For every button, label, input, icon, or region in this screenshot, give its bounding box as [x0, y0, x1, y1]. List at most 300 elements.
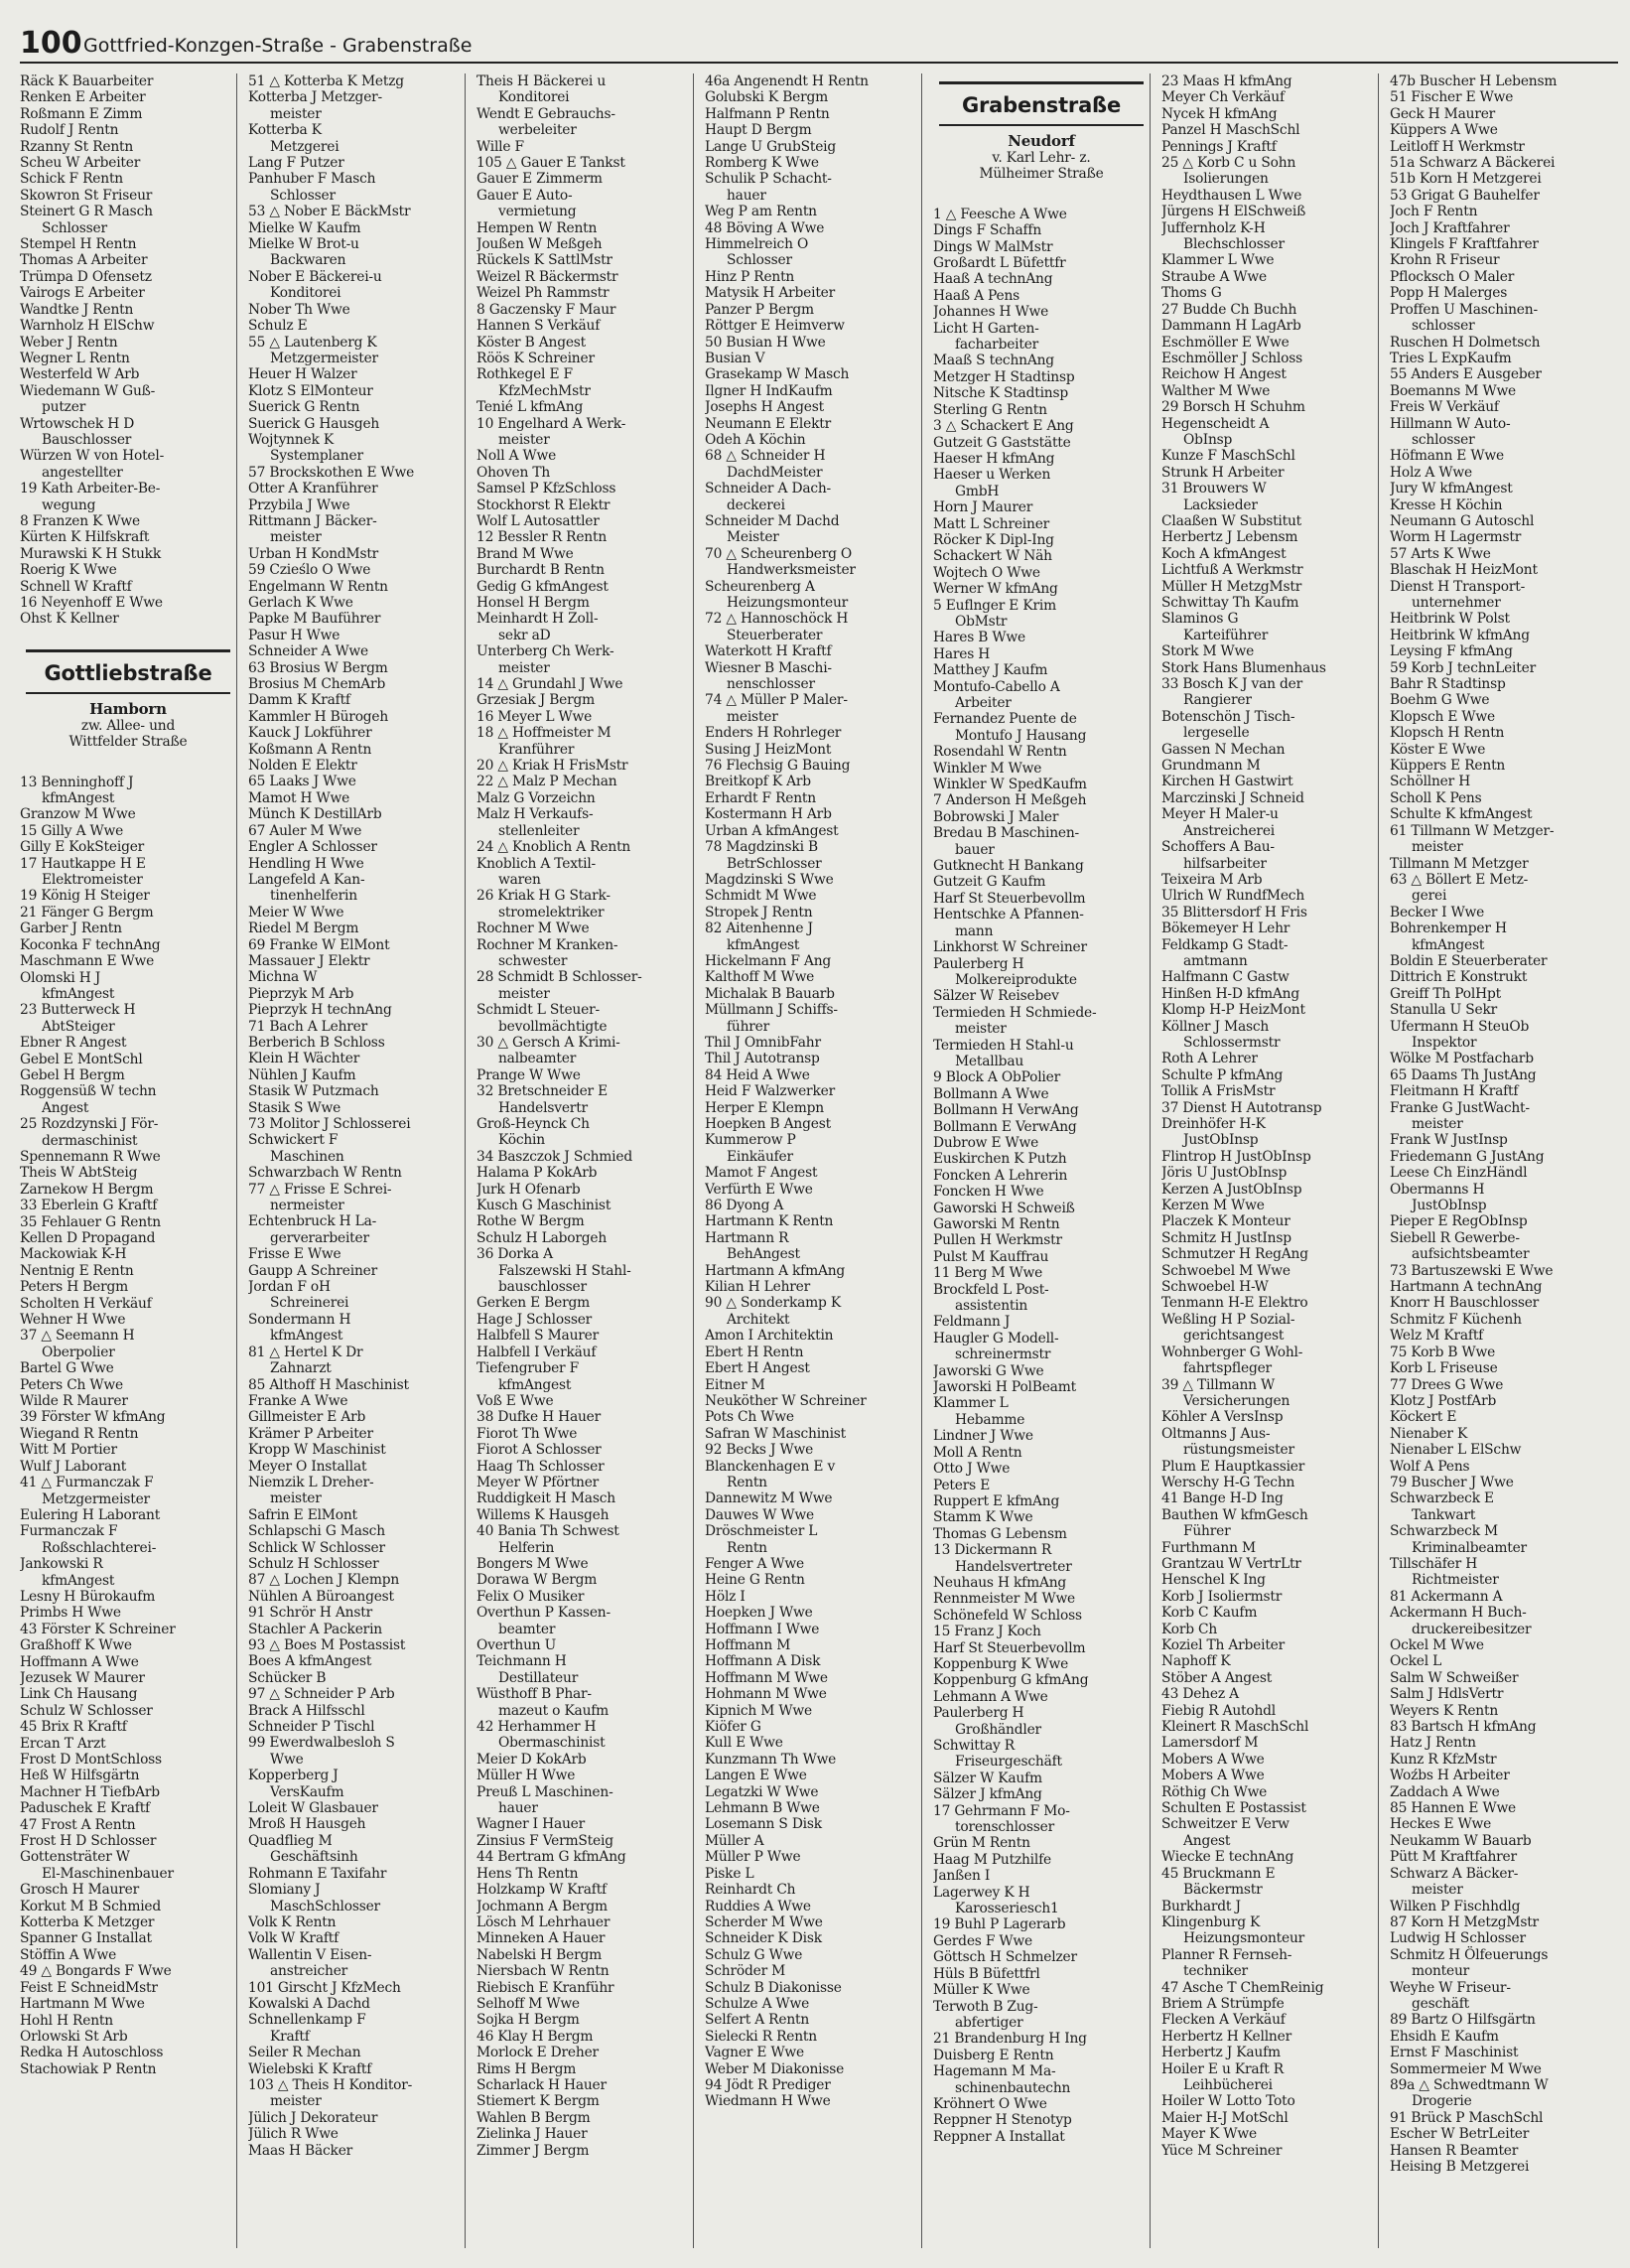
entry-continuation: wegung: [42, 496, 96, 513]
resident-entry: Räck K Bauarbeiter: [20, 73, 154, 89]
resident-entry: 11 Berg M Wwe: [933, 1265, 1043, 1282]
resident-entry: 91 Brück P MaschSchl: [1390, 2109, 1544, 2126]
district-name: Neudorf: [1008, 132, 1075, 150]
resident-entry: Kostermann H Arb: [705, 806, 832, 823]
entry-continuation: meister: [1412, 1116, 1463, 1132]
entry-continuation: bevollmächtigte: [498, 1018, 608, 1035]
resident-entry: Pütt M Kraftfahrer: [1390, 1849, 1517, 1866]
resident-entry: Bobrowski J Maler: [933, 808, 1059, 825]
resident-entry: Hoiler E u Kraft R: [1161, 2060, 1284, 2077]
resident-entry: Schwickert F: [248, 1132, 339, 1149]
resident-entry: Köckert E: [1390, 1409, 1457, 1426]
resident-entry: Hinßen H-D kfmAng: [1161, 985, 1299, 1002]
resident-entry: Peters Ch Wwe: [20, 1376, 123, 1393]
resident-entry: Klopsch E Wwe: [1390, 708, 1495, 725]
resident-entry: 15 Gilly A Wwe: [20, 822, 124, 839]
resident-entry: 46 Klay H Bergm: [476, 2028, 594, 2045]
resident-entry: Walther M Wwe: [1161, 382, 1271, 399]
resident-entry: Ludwig H Schlosser: [1390, 1930, 1526, 1947]
resident-entry: Roth A Lehrer: [1161, 1051, 1258, 1067]
resident-entry: 38 Dufke H Hauer: [476, 1409, 602, 1426]
entry-continuation: druckereibesitzer: [1412, 1621, 1532, 1637]
resident-entry: Gottensträter W: [20, 1849, 130, 1866]
resident-entry: Jochmann A Bergm: [476, 1898, 608, 1914]
resident-entry: Waterkott H Kraftf: [705, 643, 832, 660]
resident-entry: Haeser H kfmAng: [933, 450, 1055, 467]
resident-entry: Golubski K Bergm: [705, 89, 829, 106]
resident-entry: Panhuber F Masch: [248, 171, 376, 188]
resident-entry: Josephs H Angest: [705, 399, 824, 416]
resident-entry: Meyer H Maler-u: [1161, 806, 1279, 823]
entry-continuation: kfmAngest: [42, 985, 115, 1002]
resident-entry: Teixeira M Arb: [1161, 871, 1263, 888]
resident-entry: Niemzik L Dreher-: [248, 1474, 374, 1490]
entry-continuation: Kranführer: [498, 741, 575, 758]
resident-entry: Ufermann H SteuOb: [1390, 1018, 1530, 1035]
entry-continuation: Zahnarzt: [270, 1360, 332, 1377]
resident-entry: Hoiler W Lotto Toto: [1161, 2093, 1295, 2110]
resident-entry: Enders H Rohrleger: [705, 725, 842, 742]
resident-entry: Honsel H Bergm: [476, 595, 590, 611]
resident-entry: Fiorot Th Wwe: [476, 1425, 578, 1442]
resident-entry: Krämer P Arbeiter: [248, 1425, 373, 1442]
resident-entry: 19 Buhl P Lagerarb: [933, 1916, 1066, 1933]
resident-entry: Wallentin V Eisen-: [248, 1946, 372, 1963]
resident-entry: Wrtowschek H D: [20, 415, 135, 432]
resident-entry: Holz A Wwe: [1390, 464, 1472, 481]
resident-entry: Kropp W Maschinist: [248, 1442, 386, 1459]
resident-entry: Roggensüß W techn: [20, 1083, 157, 1100]
resident-entry: 10 Engelhard A Werk-: [476, 415, 626, 432]
resident-entry: Röttger E Heimverw: [705, 318, 845, 335]
entry-continuation: Metallbau: [955, 1053, 1024, 1069]
resident-entry: 91 Schrör H Anstr: [248, 1605, 372, 1622]
resident-entry: Nycek H kfmAng: [1161, 105, 1278, 122]
entry-continuation: Isolierungen: [1183, 171, 1269, 188]
resident-entry: Maier H-J MotSchl: [1161, 2109, 1289, 2126]
resident-entry: Ockel L: [1390, 1653, 1442, 1670]
resident-entry: 81 △ Hertel K Dr: [248, 1344, 363, 1360]
resident-entry: Müller A: [705, 1832, 764, 1849]
resident-entry: Quadflieg M: [248, 1832, 333, 1849]
resident-entry: Reinhardt Ch: [705, 1882, 796, 1899]
column-3: [476, 73, 694, 2248]
resident-entry: Kirchen H Gastwirt: [1161, 774, 1293, 790]
resident-entry: Gedig G kfmAngest: [476, 578, 609, 595]
resident-entry: Mielke W Brot-u: [248, 236, 359, 253]
resident-entry: Klomp H-P HeizMont: [1161, 1002, 1305, 1019]
resident-entry: Kröhnert O Wwe: [933, 2095, 1047, 2112]
resident-entry: Stamm K Wwe: [933, 1509, 1033, 1526]
entry-continuation: Elektromeister: [42, 872, 143, 889]
resident-entry: Duisberg E Rentn: [933, 2047, 1054, 2063]
resident-entry: Haugler G Modell-: [933, 1330, 1059, 1347]
resident-entry: Henschel K Ing: [1161, 1572, 1266, 1589]
resident-entry: Rzanny St Rentn: [20, 138, 134, 155]
entry-continuation: KfzMechMstr: [498, 382, 591, 399]
resident-entry: Jury W kfmAngest: [1390, 481, 1513, 497]
resident-entry: 36 Dorka A: [476, 1246, 553, 1263]
entry-continuation: Heizungsmonteur: [727, 595, 849, 611]
resident-entry: Schmitz H JustInsp: [1161, 1229, 1291, 1246]
resident-entry: Jurk H Ofenarb: [476, 1181, 581, 1198]
resident-entry: Nienaber L ElSchw: [1390, 1442, 1522, 1459]
entry-continuation: Handelsvertr: [498, 1099, 588, 1116]
resident-entry: Dreinhöfer H-K: [1161, 1116, 1266, 1132]
resident-entry: Müller H MetzgMstr: [1161, 578, 1302, 595]
entry-continuation: unternehmer: [1412, 595, 1501, 611]
entry-continuation: BetrSchlosser: [727, 855, 822, 872]
resident-entry: Haupt D Bergm: [705, 122, 812, 139]
entry-continuation: GmbH: [955, 483, 1000, 499]
entry-continuation: Schlosser: [727, 252, 792, 269]
resident-entry: Fiorot A Schlosser: [476, 1442, 602, 1459]
resident-entry: Hickelmann F Ang: [705, 952, 832, 969]
resident-entry: Malz H Verkaufs-: [476, 806, 594, 823]
resident-entry: Teichmann H: [476, 1653, 567, 1670]
resident-entry: Dienst H Transport-: [1390, 578, 1526, 595]
resident-entry: Plum E Hauptkassier: [1161, 1458, 1305, 1475]
resident-entry: Schulten E Postassist: [1161, 1800, 1306, 1817]
resident-entry: Heine G Rentn: [705, 1572, 805, 1589]
resident-entry: Rims H Bergm: [476, 2060, 577, 2077]
resident-entry: Primbs H Wwe: [20, 1605, 121, 1622]
resident-entry: Prange W Wwe: [476, 1066, 581, 1083]
resident-entry: Großardt L Büfettfr: [933, 255, 1066, 272]
resident-entry: 70 △ Scheurenberg O: [705, 545, 853, 562]
resident-entry: Zarnekow H Bergm: [20, 1181, 154, 1198]
resident-entry: Haag M Putzhilfe: [933, 1851, 1051, 1868]
resident-entry: Pieper E RegObInsp: [1390, 1213, 1528, 1230]
resident-entry: Link Ch Hausang: [20, 1686, 138, 1703]
resident-entry: Seiler R Mechan: [248, 2045, 361, 2061]
resident-entry: Ruschen H Dolmetsch: [1390, 334, 1541, 351]
resident-entry: Dings F Schaffn: [933, 222, 1042, 239]
resident-entry: Paulerberg H: [933, 955, 1024, 972]
street-heading: Grabenstraße: [939, 81, 1144, 126]
resident-entry: Woźbs H Arbeiter: [1390, 1768, 1510, 1784]
resident-entry: Schmitz F Küchenh: [1390, 1311, 1522, 1328]
entry-continuation: Obermaschinist: [498, 1735, 606, 1752]
resident-entry: 25 △ Korb C u Sohn: [1161, 155, 1296, 172]
resident-entry: Nitsche K Stadtinsp: [933, 385, 1068, 402]
resident-entry: Scherder M Wwe: [705, 1914, 823, 1930]
resident-entry: Hillmann W Auto-: [1390, 415, 1511, 432]
resident-entry: 73 Molitor J Schlosserei: [248, 1116, 411, 1132]
resident-entry: Terwoth B Zug-: [933, 1998, 1038, 2015]
resident-entry: Overthun U: [476, 1637, 557, 1653]
resident-entry: Hagemann M Ma-: [933, 2063, 1056, 2080]
resident-entry: Reichow H Angest: [1161, 366, 1287, 383]
resident-entry: Hoffmann A Disk: [705, 1653, 821, 1670]
resident-entry: Hinz P Rentn: [705, 268, 795, 285]
resident-entry: Kammler H Bürogeh: [248, 708, 389, 725]
resident-entry: Przybila J Wwe: [248, 496, 350, 513]
resident-entry: Klingels F Kraftfahrer: [1390, 236, 1539, 253]
resident-entry: 46a Angenendt H Rentn: [705, 73, 869, 89]
resident-entry: Foncken H Wwe: [933, 1184, 1044, 1201]
resident-entry: Massauer J Elektr: [248, 952, 370, 969]
street-description-line: Wittfelder Straße: [68, 734, 188, 751]
resident-entry: 72 △ Hannoschöck H: [705, 611, 849, 628]
resident-entry: Warnholz H ElSchw: [20, 318, 155, 335]
resident-entry: 51 △ Kotterba K Metzg: [248, 73, 404, 89]
resident-entry: 40 Bania Th Schwest: [476, 1523, 619, 1540]
resident-entry: Maschmann E Wwe: [20, 953, 155, 970]
resident-entry: Lange U GrubSteig: [705, 138, 837, 155]
resident-entry: Meyer W Pförtner: [476, 1474, 600, 1490]
resident-entry: 23 Butterweck H: [20, 1002, 136, 1019]
resident-entry: Rochner M Kranken-: [476, 936, 618, 953]
resident-entry: Volk K Rentn: [248, 1914, 337, 1930]
resident-entry: 57 Arts K Wwe: [1390, 545, 1491, 562]
resident-entry: Ebert H Rentn: [705, 1344, 804, 1360]
resident-entry: Haeser u Werken: [933, 467, 1051, 484]
entry-continuation: waren: [498, 871, 541, 888]
resident-entry: 22 △ Malz P Mechan: [476, 774, 617, 790]
entry-continuation: Hebamme: [955, 1411, 1025, 1428]
resident-entry: Trümpa D Ofensetz: [20, 268, 152, 285]
resident-entry: Furthmann M: [1161, 1539, 1256, 1556]
resident-entry: 13 Dickermann R: [933, 1542, 1052, 1559]
entry-continuation: kfmAngest: [42, 1572, 115, 1589]
resident-entry: Grantzau W VertrLtr: [1161, 1555, 1301, 1572]
resident-entry: Stempel H Rentn: [20, 236, 137, 253]
entry-continuation: vermietung: [498, 204, 577, 220]
column-4: [705, 73, 922, 2248]
resident-entry: Graßhoff K Wwe: [20, 1637, 132, 1654]
resident-entry: Joußen W Meßgeh: [476, 236, 603, 253]
entry-continuation: Schlossermstr: [1183, 1034, 1281, 1051]
resident-entry: Jöris U JustObInsp: [1161, 1165, 1288, 1182]
resident-entry: Frost H D Schlosser: [20, 1833, 157, 1850]
entry-continuation: gerei: [1412, 888, 1447, 905]
entry-continuation: Konditorei: [270, 285, 341, 302]
entry-continuation: lergeselle: [1183, 725, 1250, 742]
resident-entry: Lesny H Bürokaufm: [20, 1588, 156, 1605]
resident-entry: Langen E Wwe: [705, 1768, 807, 1784]
entry-continuation: kfmAngest: [270, 1328, 343, 1345]
resident-entry: Bahr R Stadtinsp: [1390, 676, 1506, 693]
resident-entry: Engelmann W Rentn: [248, 578, 388, 595]
resident-entry: Heckes E Wwe: [1390, 1816, 1492, 1833]
resident-entry: 41 △ Furmanczak F: [20, 1475, 154, 1491]
entry-continuation: JustObInsp: [1412, 1198, 1487, 1214]
resident-entry: 87 △ Lochen J Klempn: [248, 1572, 400, 1589]
entry-continuation: Helferin: [498, 1539, 555, 1556]
resident-entry: Burchardt B Rentn: [476, 562, 605, 579]
entry-continuation: assistentin: [955, 1298, 1028, 1315]
resident-entry: Hares B Wwe: [933, 630, 1025, 646]
resident-entry: Stanulla U Sekr: [1390, 1002, 1498, 1019]
resident-entry: Werschy H-G Techn: [1161, 1474, 1295, 1490]
resident-entry: Maas H Bäcker: [248, 2142, 353, 2159]
resident-entry: 51b Korn H Metzgerei: [1390, 171, 1542, 188]
resident-entry: Frisse E Wwe: [248, 1246, 341, 1263]
entry-continuation: kfmAngest: [727, 936, 800, 953]
resident-entry: Termieden H Schmiede-: [933, 1004, 1097, 1021]
resident-entry: Kull E Wwe: [705, 1735, 783, 1752]
entry-continuation: Maschinen: [270, 1148, 344, 1165]
resident-entry: Flintrop H JustObInsp: [1161, 1148, 1311, 1165]
resident-entry: Brosius M ChemArb: [248, 676, 386, 693]
resident-entry: Kunzmann Th Wwe: [705, 1751, 837, 1768]
resident-entry: Langefeld A Kan-: [248, 871, 365, 888]
resident-entry: Schwoebel M Wwe: [1161, 1262, 1290, 1279]
resident-entry: Schulz H Laborgeh: [476, 1229, 608, 1246]
resident-entry: Thoms G: [1161, 285, 1222, 302]
resident-entry: Joch J Kraftfahrer: [1390, 219, 1510, 236]
resident-entry: Kusch G Maschinist: [476, 1198, 611, 1214]
resident-entry: 94 Jödt R Prediger: [705, 2076, 831, 2093]
resident-entry: Würzen W von Hotel-: [20, 448, 165, 465]
resident-entry: 75 Korb B Wwe: [1390, 1344, 1496, 1360]
entry-continuation: Geschäftsinh: [270, 1849, 358, 1866]
resident-entry: 97 △ Schneider P Arb: [248, 1686, 395, 1703]
resident-entry: Gaworski H Schweiß: [933, 1200, 1075, 1216]
resident-entry: Willems K Hausgeh: [476, 1506, 610, 1523]
resident-entry: Juffernholz K-H: [1161, 219, 1266, 236]
resident-entry: Thil J OmnibFahr: [705, 1034, 821, 1051]
entry-continuation: nenschlosser: [727, 676, 815, 693]
resident-entry: Schwoebel H-W: [1161, 1279, 1269, 1296]
resident-entry: 105 △ Gauer E Tankst: [476, 155, 625, 172]
resident-entry: Grasekamp W Masch: [705, 366, 850, 383]
resident-entry: Hatz J Rentn: [1390, 1735, 1476, 1752]
resident-entry: Kerzen A JustObInsp: [1161, 1181, 1302, 1198]
resident-entry: Moll A Rentn: [933, 1444, 1022, 1461]
resident-entry: Bredau B Maschinen-: [933, 825, 1080, 842]
entry-continuation: meister: [270, 2093, 322, 2110]
resident-entry: Scholten H Verkäuf: [20, 1295, 152, 1312]
resident-entry: Erhardt F Rentn: [705, 789, 816, 806]
resident-entry: Theis H Bäckerei u: [476, 73, 607, 89]
resident-entry: Magdzinski S Wwe: [705, 871, 834, 888]
street-heading: Gottliebstraße: [26, 649, 230, 694]
resident-entry: Stöber A Angest: [1161, 1669, 1273, 1686]
resident-entry: Dittrich E Konstrukt: [1390, 969, 1528, 986]
resident-entry: Montufo-Cabello A: [933, 678, 1060, 695]
column-5: [933, 73, 1151, 2248]
resident-entry: Gebel E MontSchl: [20, 1051, 143, 1067]
resident-entry: Schweitzer E Verw: [1161, 1816, 1290, 1833]
resident-entry: Freis W Verkäuf: [1390, 399, 1499, 416]
resident-entry: Wandtke J Rentn: [20, 301, 134, 318]
resident-entry: 47 Asche T ChemReinig: [1161, 1979, 1324, 1996]
resident-entry: Nabelski H Bergm: [476, 1946, 602, 1963]
resident-entry: 17 Gehrmann F Mo-: [933, 1802, 1070, 1819]
resident-entry: Hoffmann M: [705, 1637, 791, 1653]
entry-continuation: Montufo J Hausang: [955, 727, 1087, 744]
resident-entry: Blanckenhagen E v: [705, 1458, 836, 1475]
resident-entry: Otter A Kranführer: [248, 481, 378, 497]
resident-entry: Rohmann E Taxifahr: [248, 1865, 387, 1882]
resident-entry: Panzel H MaschSchl: [1161, 122, 1300, 139]
resident-entry: Hendling H Wwe: [248, 855, 364, 872]
resident-entry: Hüls B Büfettfrl: [933, 1965, 1040, 1982]
resident-entry: Schulze A Wwe: [705, 1995, 810, 2012]
resident-entry: 73 Bartuszewski E Wwe: [1390, 1262, 1554, 1279]
resident-entry: Hartmann K Rentn: [705, 1213, 834, 1230]
entry-continuation: Konditorei: [498, 89, 570, 106]
entry-continuation: MaschSchlosser: [270, 1898, 380, 1914]
resident-entry: 51a Schwarz A Bäckerei: [1390, 155, 1556, 172]
resident-entry: Fernandez Puente de: [933, 711, 1077, 728]
resident-entry: Ebert H Angest: [705, 1360, 810, 1377]
resident-entry: 17 Hautkappe H E: [20, 855, 146, 872]
resident-entry: 1 △ Feesche A Wwe: [933, 206, 1067, 222]
resident-entry: Gaworski M Rentn: [933, 1216, 1060, 1232]
resident-entry: Ebner R Angest: [20, 1035, 127, 1052]
resident-entry: Müller H Wwe: [476, 1768, 576, 1784]
resident-entry: Koconka F technAng: [20, 936, 161, 953]
street-description-line: Mülheimer Straße: [979, 166, 1104, 183]
resident-entry: Odeh A Köchin: [705, 431, 806, 448]
resident-entry: 69 Franke W ElMont: [248, 936, 390, 953]
resident-entry: 23 Maas H kfmAng: [1161, 73, 1292, 89]
resident-entry: Thil J Autotransp: [705, 1051, 820, 1067]
resident-entry: Maaß S technAng: [933, 353, 1054, 369]
entry-continuation: Rentn: [727, 1539, 767, 1556]
resident-entry: 9 Block A ObPolier: [933, 1069, 1061, 1086]
resident-entry: Verfürth E Wwe: [705, 1181, 813, 1198]
column-7: [1390, 73, 1606, 2248]
resident-entry: Herbertz J Kaufm: [1161, 2045, 1281, 2061]
resident-entry: Wilken P Fischhdlg: [1390, 1898, 1521, 1914]
resident-entry: Wegner L Rentn: [20, 350, 130, 366]
column-6: [1161, 73, 1379, 2248]
resident-entry: Wiecke E technAng: [1161, 1849, 1294, 1866]
entry-continuation: sekr aD: [498, 627, 551, 643]
resident-entry: Kerzen M Wwe: [1161, 1198, 1265, 1214]
resident-entry: Lösch M Lehrhauer: [476, 1914, 611, 1930]
resident-entry: Hens Th Rentn: [476, 1865, 579, 1882]
resident-entry: Friedemann G JustAng: [1390, 1148, 1545, 1165]
resident-entry: Sielecki R Rentn: [705, 2028, 817, 2045]
resident-entry: Hartmann M Wwe: [20, 1996, 145, 2013]
resident-entry: Holzkamp W Kraftf: [476, 1882, 607, 1899]
resident-entry: Slomiany J: [248, 1882, 321, 1899]
resident-entry: Wiesner B Maschi-: [705, 659, 832, 676]
resident-entry: Selfert A Rentn: [705, 2012, 810, 2029]
entry-continuation: meister: [498, 431, 550, 448]
resident-entry: Kotterba K: [248, 122, 322, 139]
resident-entry: Volk W Kraftf: [248, 1930, 340, 1947]
resident-entry: 14 △ Grundahl J Wwe: [476, 676, 623, 693]
resident-entry: Mobers A Wwe: [1161, 1768, 1265, 1784]
resident-entry: Heuer H Walzer: [248, 366, 357, 383]
resident-entry: Furmanczak F: [20, 1523, 118, 1540]
entry-continuation: Leihbücherei: [1183, 2076, 1273, 2093]
entry-continuation: stellenleiter: [498, 822, 580, 839]
resident-entry: Korb L Friseuse: [1390, 1360, 1498, 1377]
resident-entry: 92 Becks J Wwe: [705, 1442, 814, 1459]
entry-continuation: stromelektriker: [498, 904, 605, 921]
resident-entry: Gebel H Bergm: [20, 1066, 125, 1083]
resident-entry: Euskirchen K Putzh: [933, 1151, 1067, 1168]
resident-entry: Röthig Ch Wwe: [1161, 1783, 1268, 1800]
resident-entry: Grosch H Maurer: [20, 1882, 140, 1899]
resident-entry: Safrin E ElMont: [248, 1506, 357, 1523]
resident-entry: Engler A Schlosser: [248, 839, 377, 856]
resident-entry: Leysing F kfmAng: [1390, 643, 1513, 660]
entry-continuation: Karteiführer: [1183, 627, 1269, 643]
resident-entry: Dannewitz M Wwe: [705, 1490, 833, 1507]
resident-entry: Hoffmann M Wwe: [705, 1669, 828, 1686]
resident-entry: 30 △ Gersch A Krimi-: [476, 1034, 620, 1051]
entry-continuation: meister: [498, 659, 550, 676]
resident-entry: Halama P KokArb: [476, 1165, 598, 1182]
